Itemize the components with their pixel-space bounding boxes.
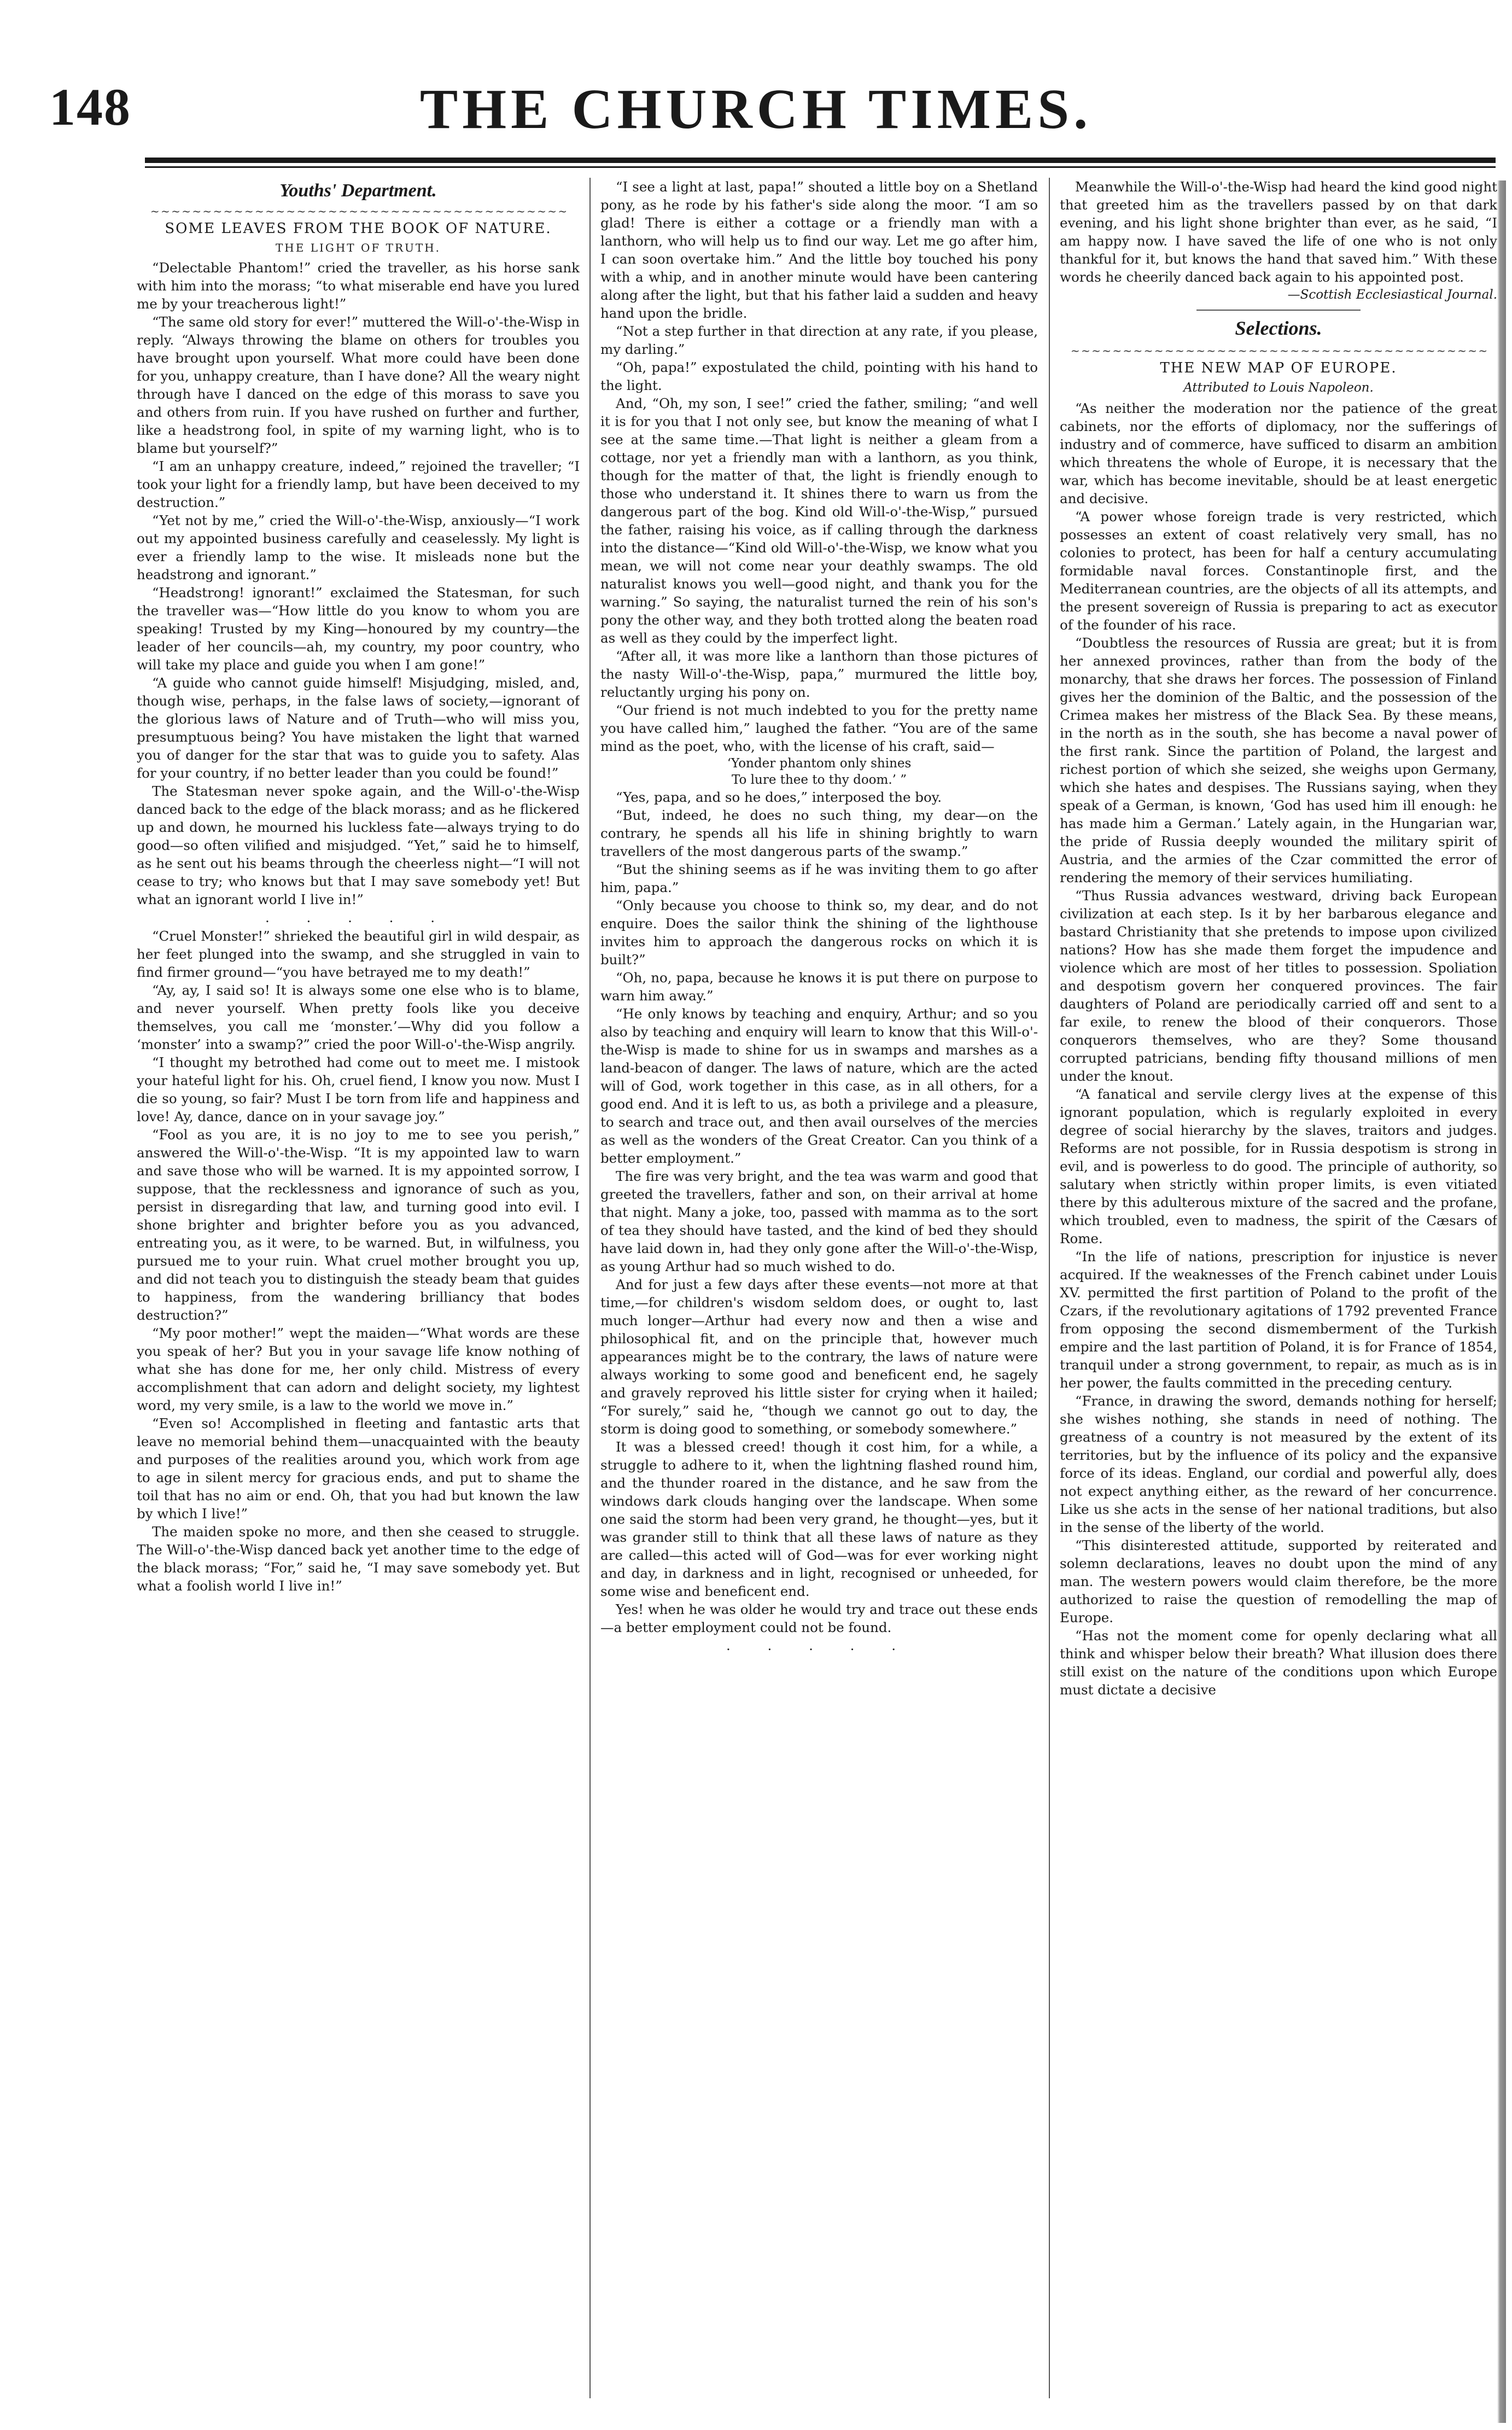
paragraph: “Doubtless the resources of Russia are great; but it is from her annexed provinces, rather than from the body of the monarchy, that she draws her forces. The possession of Finland gives her the dominion of the Baltic, and the possession of the Crimea makes her mistress of the Black Sea. By these means, in the north as in the south, she has become a naval power of the first rank. Since the partition of Poland, the largest and richest portion of which she seized, she weighs upon Germany, which she hates and despises. The Russians saying, when they speak of a German, is known, ‘God has used him ill enough: he has made him a German.’ Lately again, in the Hungarian war, the pride of Russia deeply wounded the military spirit of Austria, and the armies of the Czar committed the error of rendering the memory of their services humiliating. [1060, 635, 1497, 885]
paragraph: “Headstrong! ignorant!” exclaimed the Statesman, for such the traveller was—“How little do you know to whom you are speaking! Trusted by my King—honoured by my country—the leader of her councils—ah, my country, my poor country, who will take my place and guide you when I am gone!” [137, 585, 580, 673]
paragraph: The Statesman never spoke again, and the Will-o'-the-Wisp danced back to the edge of the black morass; and as he flickered up and down, he mourned his luckless fate—always trying to do good—so often vilified and misjudged. “Yet,” said he to himself, as he sent out his beams through the cheerless night—“I will not cease to try; who knows but that I may save somebody yet! But what an ignorant world I live in!” [137, 783, 580, 907]
paragraph: “A power whose foreign trade is very restricted, which possesses an extent of coast relatively very small, has no colonies to protect, has been for half a century accumulating formidable naval forces. Constantinople first, and the Mediterranean countries, are the objects of all its attempts, and the present sovereign of Russia is preparing to act as executor of the founder of his race. [1060, 509, 1497, 633]
paragraph: “Only because you choose to think so, my dear, and do not enquire. Does the sailor think the shining of the lighthouse invites him to approach the dangerous rocks on which it is built?” [600, 898, 1038, 968]
paragraph: The maiden spoke no more, and then she ceased to struggle. The Will-o'-the-Wisp danced back yet another time to the edge of the black morass; “For,” said he, “I may save somebody yet. But what a foolish world I live in!” [137, 1524, 580, 1594]
paragraph: “Cruel Monster!” shrieked the beautiful girl in wild despair, as her feet plunged into the swamp, and she struggled in vain to find firmer ground—“you have betrayed me to my death!” [137, 928, 580, 980]
masthead-rule-thick [145, 158, 1496, 163]
closing-dots: . . . . . [726, 1638, 913, 1653]
paragraph: “I see a light at last, papa!” shouted a little boy on a Shetland pony, as he rode by his father's side along the moor. “I am so glad! There is either a cottage or a friendly man with a lanthorn, who will help us to find our way. Let me go after him, I can soon overtake him.” And the little boy touched his pony with a whip, and in another minute would have been cantering along after the light, but that his father laid a sudden and heavy hand upon the bridle. [600, 179, 1038, 321]
paragraph: “A guide who cannot guide himself! Misjudging, misled, and, though wise, perhaps, in the false laws of society,—ignorant of the glorious laws of Nature and of Truth—who will miss you, presumptuous being? You have mistaken the light that warned you of danger for the star that was to guide you to safety. Alas for your country, if no better leader than you could be found!” [137, 675, 580, 781]
article-subtitle: THE LIGHT OF TRUTH. [275, 241, 441, 254]
paragraph: “Oh, papa!” expostulated the child, pointing with his hand to the light. [600, 359, 1038, 393]
paragraph: “Yes, papa, and so he does,” interposed the boy. [616, 789, 942, 805]
masthead-rule-thin [145, 166, 1496, 168]
paragraph: And for just a few days after these events—not more at that time,—for children's wisdom seldom does, or ought to, last much longer—Arthur had every now and then a wise and philosophical fit, and on the principle that, however much appearances might be to the contrary, the laws of nature were always working to some good and beneficent end, he sagely and gravely reproved his little sister for crying when it hailed; “For surely,” said he, “though we cannot go out to day, the storm is doing good to something, or somebody somewhere.” [600, 1277, 1038, 1437]
masthead [0, 0, 1512, 164]
paragraph: Meanwhile the Will-o'-the-Wisp had heard the kind good night that greeted him as the travellers passed by on that dark evening, and his light shone brighter than ever, as he said, “I am happy now. I have saved the life of one who is not only thankful for it, but knows the hand that saved him.” With these words he cheerily danced back again to his appointed post. [1060, 179, 1497, 285]
paragraph: And, “Oh, my son, I see!” cried the father, smiling; “and well it is for you that I not only see, but know the meaning of what I see at the same time.—That light is neither a gleam from a cottage, nor yet a friendly man with a lanthorn, as you think, though for the matter of that, the light is friendly enough to those who understand it. It shines there to warn us from the dangerous part of the bog. Kind old Will-o'-the-Wisp,” pursued the father, raising his voice, as if calling through the darkness into the distance—“Kind old Will-o'-the-Wisp, we know what you mean, we will not come near your deathly swamps. The old naturalist knows you well—good night, and thank you for the warning.” So saying, the naturalist turned the rein of his son's pony the other way, and they both trotted along the beaten road as well as they could by the imperfect light. [600, 395, 1038, 646]
paragraph: Yes! when he was older he would try and trace out these ends—a better employment could not be found. [600, 1601, 1038, 1635]
paragraph: “The same old story for ever!” muttered the Will-o'-the-Wisp in reply. “Always throwing the blame on others for troubles you have brought upon yourself. What more could have been done for you, unhappy creature, than I have done? All the weary night through have I danced on the edge of this morass to save you and others from ruin. If you have rushed on further and further, like a headstrong fool, in spite of my warning light, who is to blame but yourself?” [137, 314, 580, 456]
page-edge-shadow [1497, 180, 1506, 2423]
paragraph: “After all, it was more like a lanthorn than those pictures of the nasty Will-o'-the-Wisp, papa,” murmured the little boy, reluctantly urging his pony on. [600, 648, 1038, 700]
paragraph: “Thus Russia advances westward, driving back European civilization at each step. Is it by her barbarous elegance and bastard Christianity that she pretends to impose upon civilized nations? How has she made them forget the impudence and violence which are most of her titles to possession. Spoliation and despotism govern her conquered provinces. The fair daughters of Poland are periodically carried off and sent to a far exile, to renew the blood of their conquerors. Those conquerors themselves, who are they? Some thousand corrupted patricians, bending fifty thousand millions of men under the knout. [1060, 888, 1497, 1084]
paragraph: “Oh, no, papa, because he knows it is put there on purpose to warn him away.” [600, 970, 1038, 1004]
column-1 [137, 178, 580, 2398]
paragraph: “My poor mother!” wept the maiden—“What words are these you speak of her? But you in your savage life know nothing of what she has done for me, her only child. Mistress of every accomplishment that can adorn and delight society, my lightest word, my very smile, is a law to the world we move in.” [137, 1325, 580, 1413]
paragraph: “France, in drawing the sword, demands nothing for herself; she wishes nothing, she stands in need of nothing. The greatness of a country is not measured by the extent of its territories, but by the influence of its policy and the expansive force of its ideas. England, our cordial and powerful ally, does not expect anything either, as the reward of her concurrence. Like us she acts in the sense of her national traditions, but also in the sense of the liberty of the world. [1060, 1393, 1497, 1535]
ornamental-rule: ~ ~ ~ ~ ~ ~ ~ ~ ~ ~ ~ ~ ~ ~ ~ ~ ~ ~ ~ ~ ~ ~ ~ ~ ~ ~ ~ ~ ~ ~ ~ ~ ~ ~ ~ ~ ~ ~ ~ ~ [1070, 345, 1487, 357]
paragraph: “Ay, ay, I said so! It is always some one else who is to blame, and never yourself. When pretty fools like you deceive themselves, you call me ‘monster.’—Why did you follow a ‘monster’ into a swamp?” cried the poor Will-o'-the-Wisp angrily. [137, 982, 580, 1052]
paragraph: “In the life of nations, prescription for injustice is never acquired. If the weaknesses of the French cabinet under Louis XV. permitted the first partition of Poland to the profit of the Czars, if the revolutionary agitations of 1792 prevented France from opposing the second dismemberment of the Turkish empire and the last partition of Poland, it is for France of 1854, tranquil under a strong government, to repair, as much as is in her power, the faults committed in the preceding century. [1060, 1249, 1497, 1391]
source-credit: —Scottish Ecclesiastical Journal. [1287, 288, 1497, 302]
page-number: 148 [49, 78, 131, 136]
verse-line: To lure thee to thy doom.’ ” [731, 773, 907, 787]
article-attribution: Attributed to Louis Napoleon. [1183, 381, 1374, 395]
article-title: SOME LEAVES FROM THE BOOK OF NATURE. [165, 220, 552, 237]
paragraph: The fire was very bright, and the tea was warm and good that greeted the travellers, father and son, on their arrival at home that night. Many a joke, too, passed with mamma as to the sort of tea they should have tasted, and the kind of bed they should have laid down in, had they only gone after the Will-o'-the-Wisp, as young Arthur had so much wished to do. [600, 1168, 1038, 1274]
column-divider [1049, 178, 1050, 2398]
paragraph: “Yet not by me,” cried the Will-o'-the-Wisp, anxiously—“I work out my appointed business carefully and ceaselessly. My light is ever a friendly lamp to the wise. It misleads none but the headstrong and ignorant.” [137, 512, 580, 582]
column-3 [1060, 178, 1497, 2398]
paragraph: “A fanatical and servile clergy lives at the expense of this ignorant population, which is regularly exploited in every degree of social hierarchy by the slaves, traitors and judges. Reforms are not possible, for in Russia despotism is strong in evil, and is powerless to do good. The principle of authority, so salutary when strictly within proper limits, is even vitiated there by this adulterous mixture of the sacred and the profane, which troubled, even to madness, the spirit of the Cæsars of Rome. [1060, 1086, 1497, 1246]
paragraph: “Not a step further in that direction at any rate, if you please, my darling.” [600, 323, 1038, 357]
paragraph: “I thought my betrothed had come out to meet me. I mistook your hateful light for his. Oh, cruel fiend, I know you now. Must I die so young, so fair? Must I be torn from life and happiness and love! Ay, dance, dance on in your savage joy.” [137, 1054, 580, 1124]
section-heading: Selections. [1235, 317, 1322, 339]
divider [1196, 310, 1361, 311]
ornamental-rule: ~ ~ ~ ~ ~ ~ ~ ~ ~ ~ ~ ~ ~ ~ ~ ~ ~ ~ ~ ~ ~ ~ ~ ~ ~ ~ ~ ~ ~ ~ ~ ~ ~ ~ ~ ~ ~ ~ ~ ~ [150, 205, 567, 217]
paragraph: “But, indeed, he does no such thing, my dear—on the contrary, he spends all his life in shining brightly to warn travellers of the most dangerous parts of the swamp.” [600, 807, 1038, 859]
paragraph: “He only knows by teaching and enquiry, Arthur; and so you also by teaching and enquiry will learn to know that this Will-o'-the-Wisp is made to shine for us in swamps and marshes as a land-beacon of danger. The laws of nature, which are the acted will of God, work together in this case, as in all others, for a good end. And it is left to us, as both a privilege and a pleasure, to search and trace out, and then avail ourselves of the mercies as well as the wonders of the Great Creator. Can you think of a better employment.” [600, 1006, 1038, 1166]
paragraph: “This disinterested attitude, supported by reiterated and solemn declarations, leaves no doubt upon the mind of any man. The western powers would claim therefore, be the more authorized to raise the question of remodelling the map of Europe. [1060, 1537, 1497, 1625]
column-2 [600, 178, 1038, 2398]
newspaper-title: THE CHURCH TIMES. [419, 78, 1093, 141]
article-title: THE NEW MAP OF EUROPE. [1160, 360, 1397, 376]
paragraph: “Has not the moment come for openly declaring what all think and whisper below their breath? What illusion does there still exist on the nature of the conditions upon which Europe must dictate a decisive [1060, 1628, 1497, 1698]
column-divider [589, 178, 591, 2398]
department-heading: Youths' Department. [279, 180, 437, 201]
paragraph: “Fool as you are, it is no joy to me to see you perish,” answered the Will-o'-the-Wisp. “It is my appointed law to warn and save those who will be warned. It is my appointed sorrow, I suppose, that the recklessness and ignorance of such as you, persist in disregarding that law, and turning good into evil. I shone brighter and brighter before you as you advanced, entreating you, as it were, to be warned. But, in wilfulness, you pursued me to your ruin. What cruel mother brought you up, and did not teach you to distinguish the steady beam that guides to happiness, from the wandering brilliancy that bodes destruction?” [137, 1127, 580, 1323]
paragraph: “But the shining seems as if he was inviting them to go after him, papa.” [600, 861, 1038, 895]
verse-line: ‘Yonder phantom only shines [727, 756, 912, 771]
paragraph: It was a blessed creed! though it cost him, for a while, a struggle to adhere to it, when the lightning flashed round him, and the thunder roared in the distance, and he saw from the windows dark clouds hanging over the landscape. When some one said the storm had been very grand, he thought—yes, but it was grander still to think that all these laws of nature as they are called—this acted will of God—was for ever working night and day, in darkness and in light, recognised or unheeded, for some wise and beneficent end. [600, 1439, 1038, 1599]
paragraph: “As neither the moderation nor the patience of the great cabinets, nor the efforts of diplomacy, nor the sufferings of industry and of commerce, have sufficed to disarm an ambition which threatens the whole of Europe, it is necessary that the war, which has become inevitable, should be at least energetic and decisive. [1060, 400, 1497, 506]
section-break-dots: . . . . . [265, 910, 452, 925]
paragraph: “Our friend is not much indebted to you for the pretty name you have called him,” laughed the father. “You are of the same mind as the poet, who, with the license of his craft, said— [600, 702, 1038, 754]
paragraph: “I am an unhappy creature, indeed,” rejoined the traveller; “I took your light for a friendly lamp, but have been deceived to my destruction.” [137, 458, 580, 510]
paragraph: “Even so! Accomplished in fleeting and fantastic arts that leave no memorial behind them—unacquainted with the beauty and purposes of the realities around you, which work from age to age in silent mercy for gracious ends, and put to shame the toil that has no aim or end. Oh, that you had but known the law by which I live!” [137, 1415, 580, 1522]
paragraph: “Delectable Phantom!” cried the traveller, as his horse sank with him into the morass; “to what miserable end have you lured me by your treacherous light!” [137, 260, 580, 312]
